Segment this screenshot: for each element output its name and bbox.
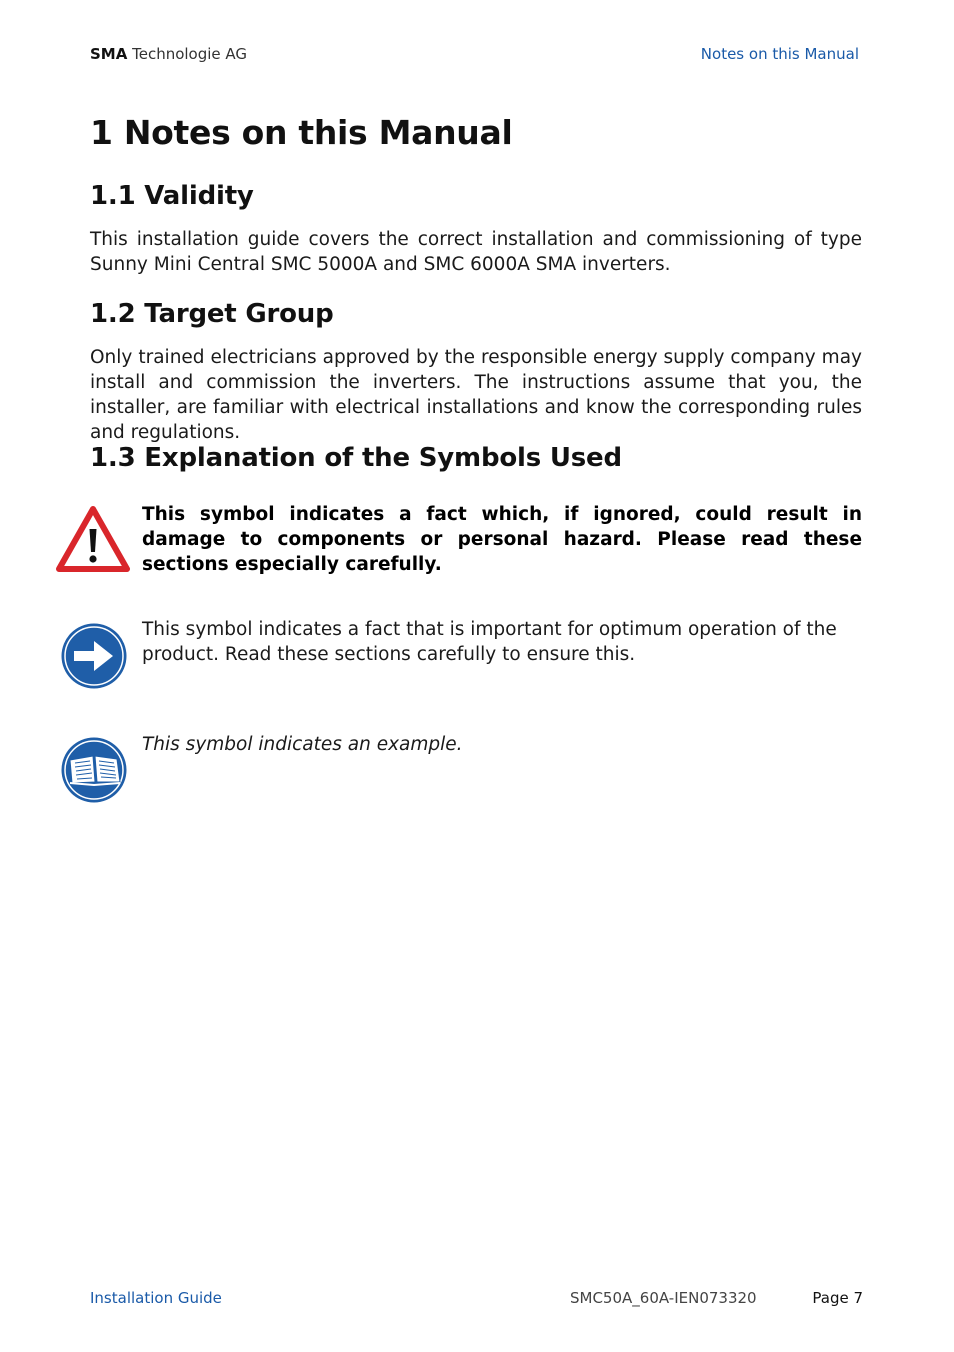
symbol-text-example: This symbol indicates an example.	[142, 734, 463, 755]
warning-triangle-icon	[56, 505, 130, 573]
chapter-title: 1 Notes on this Manual	[90, 113, 513, 152]
section-heading-validity: 1.1 Validity	[90, 181, 254, 211]
header-company-rest: Technologie AG	[127, 45, 248, 63]
section-text-target-group: Only trained electricians approved by the responsible energy supply company may install and commission the inverters. The instructions assume that you, the installer, are familiar with electrical installations and know the corresponding rules and regulations.	[90, 347, 862, 443]
section-heading-symbols: 1.3 Explanation of the Symbols Used	[90, 443, 622, 473]
footer-page-number: Page 7	[812, 1289, 863, 1307]
symbol-text-important: This symbol indicates a fact that is important for optimum operation of the product. Read these sections carefully to ensure this.	[142, 619, 837, 665]
header-section-title: Notes on this Manual	[700, 45, 859, 63]
arrow-right-icon	[60, 622, 128, 690]
book-icon	[60, 736, 128, 804]
footer-guide-title: Installation Guide	[90, 1289, 222, 1307]
section-heading-target-group: 1.2 Target Group	[90, 299, 334, 329]
header-company-bold: SMA	[90, 45, 128, 63]
footer-document-id: SMC50A_60A-IEN073320	[570, 1289, 757, 1307]
header-company	[90, 45, 247, 63]
section-text-validity: This installation guide covers the correct installation and commissioning of type Sunny Mini Central SMC 5000A and SMC 6000A SMA inverters.	[90, 229, 862, 275]
symbol-text-warning: This symbol indicates a fact which, if ignored, could result in damage to components or personal hazard. Please read these sections especially carefully.	[142, 504, 862, 575]
